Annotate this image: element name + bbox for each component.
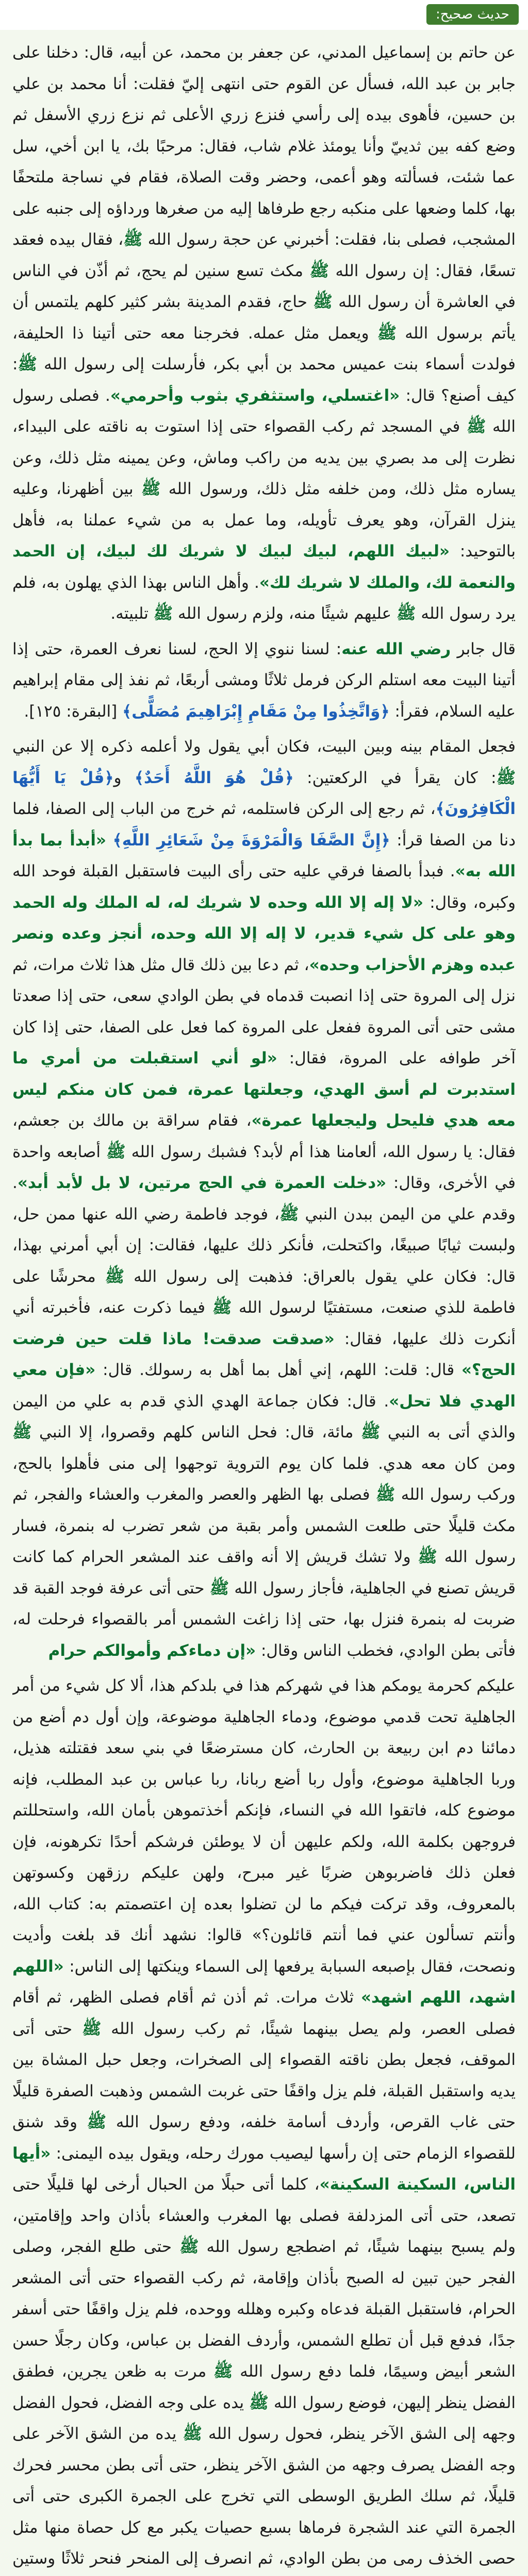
prophet-quote: «اللهم اشهد، اللهم اشهد» (12, 1957, 516, 2007)
text-segment: مكث تسع سنين لم يحج، ثم أذّن في الناس في العاشرة أن رسول الله (12, 261, 516, 311)
prophet-quote: «دخلت العمرة في الحج مرتين، لا بل لأبد أبد» (17, 1174, 387, 1192)
text-segment: . وأهل الناس بهذا الذي يهلون به، فلم يرد رسول الله (12, 573, 516, 623)
prophet-quote: «لو أني استقبلت من أمري ما استدبرت لم أسق الهدي، وجعلتها عمرة، فمن كان منكم ليس معه هدي فليحل وليجعلها عمرة» (12, 1049, 516, 1130)
honorific: ﷺ (313, 293, 333, 311)
honorific: ﷺ (209, 1579, 229, 1598)
text-segment: بين أظهرنا، وعليه ينزل القرآن، وهو يعرف تأويله، وما عمل به من شيء عملنا به، فأهل بالتوحيد: (12, 480, 516, 561)
text-segment: أصابعه واحدة في الأخرى، وقال: (12, 1142, 516, 1192)
honorific: ﷺ (81, 2019, 102, 2038)
honorific: ﷺ (87, 2113, 107, 2131)
text-segment: محرشًا على فاطمة للذي صنعت، مستفتيًا لرسول الله (12, 1267, 516, 1317)
prophet-quote: «إن دماءكم وأموالكم حرام (48, 1641, 256, 1660)
honorific: ﷺ (496, 768, 516, 787)
text-segment: مائة، قال: فحل الناس كلهم وقصروا، إلا النبي (31, 1423, 361, 1442)
text-segment: ويعمل مثل عمله. فخرجنا معه حتى أتينا ذا الحليفة، فولدت أسماء بنت عميس محمد بن أبي بكر، فأرسلت إلى رسول الله (12, 324, 516, 374)
text-segment: ولا تشك قريش إلا أنه واقف عند المشعر الحرام كما كانت قريش تصنع في الجاهلية، فأجاز رسول الله (12, 1548, 516, 1598)
text-segment: ثلاث مرات. ثم أذن ثم أقام فصلى الظهر، ثم أقام فصلى العصر، ولم يصل بينهما شيئًا، ثم ركب رسول الله (12, 1988, 516, 2038)
text-segment: مرت به ظعن يجرين، فطفق الفضل ينظر إليهن، فوضع رسول الله (12, 2362, 516, 2412)
text-segment: : كيف أصنع؟ قال: (12, 355, 516, 405)
text-segment: فيما ذكرت عنه، فأخبرته أني أنكرت ذلك عليها، فقال: (12, 1298, 516, 1348)
quran-verse: ﴿قُلْ هُوَ اللَّهُ أَحَدٌ﴾ (134, 768, 294, 787)
text-segment: ، كلما أتى حبلًا من الحبال أرخى لها قليلًا حتى تصعد، حتى أتى المزدلفة فصلى بها المغرب والعشاء بأذان واحد وإقامتين، ولم يسبح بينهما شيئًا، ثم اضطجع رسول الله (12, 2175, 516, 2256)
text-segment: : لسنا ننوي إلا الحج، لسنا نعرف العمرة، حتى إذا أتينا البيت معه استلم الركن فرمل ثلاثًا ومشى أربعًا، ثم نفذ إلى مقام إبراهيم عليه السلام، فقرأ: (12, 639, 516, 721)
prophet-quote: «فإن معي الهدي فلا تحل» (12, 1361, 516, 1411)
text-segment: حتى طلع الفجر، وصلى الفجر حين تبين له الصبح بأذان وإقامة، ثم ركب القصواء حتى أتى المشعر الحرام، فاستقبل القبلة فدعاه وكبره وهلله ووحده، فلم يزل واقفًا حتى أسفر جدًا، فدفع قبل أن تطلع الشمس، وأردف الفضل بن عباس، وكان رجلًا حسن الشعر أبيض وسيمًا، فلما دفع رسول الله (12, 2238, 516, 2381)
honorific: ﷺ (12, 1423, 32, 1442)
hadith-grade-badge: حديث صحيح: (426, 4, 519, 25)
honorific: رضي الله عنه (341, 639, 451, 658)
prophet-quote: «اغتسلي، واستثفري بثوب وأحرمي» (110, 386, 400, 405)
honorific: ﷺ (212, 1298, 232, 1317)
text-segment: حتى أتى الموقف، فجعل بطن ناقته القصواء إلى الصخرات، وجعل حبل المشاة بين يديه واستقبل القبلة، فلم يزل واقفًا حتى غربت الشمس وذهبت الصفرة قليلًا حتى غاب القرص، وأردف أسامة خلفه، ودفع رسول الله (12, 2019, 516, 2131)
text-segment: [البقرة: ١٢٥]. (24, 702, 123, 721)
hadith-paragraph (12, 731, 516, 1666)
honorific: ﷺ (249, 2393, 269, 2412)
honorific: ﷺ (179, 2238, 199, 2256)
text-segment: . قال: فكان جماعة الهدي الذي قدم به علي من اليمن والذي أتى به النبي (12, 1392, 516, 1442)
text-segment: يده على وجه الفضل، فحول الفضل وجهه إلى الشق الآخر ينظر، فحول رسول الله (12, 2393, 516, 2443)
text-segment: فصلى بها الظهر والعصر والمغرب والعشاء والفجر، ثم مكث قليلًا حتى طلعت الشمس وأمر بقبة من شعر تضرب له بنمرة، فسار رسول الله (12, 1485, 516, 1566)
text-segment: ، فقال بيده فعقد تسعًا، فقال: إن رسول الله (12, 230, 516, 280)
hadith-paragraph (12, 37, 516, 630)
honorific: ﷺ (377, 324, 397, 343)
honorific: ﷺ (397, 604, 416, 623)
quran-verse: ﴿قُلْ يَا أَيُّهَا الْكَافِرُونَ﴾ (12, 768, 516, 818)
text-segment: : كان يقرأ في الركعتين: (293, 768, 497, 787)
honorific: ﷺ (466, 417, 486, 436)
text-segment: قال جابر (451, 639, 516, 658)
text-segment: ، ثم دعا بين ذلك قال مثل هذا ثلاث مرات، ثم نزل إلى المروة حتى إذا انصبت قدماه في بطن الوادي سعى، حتى إذا صعدتا مشى حتى أتى المروة ففعل على المروة كما فعل على الصفا، حتى إذا كان آخر طوافه على المروة، فقال: (12, 955, 516, 1067)
text-segment: وقد شنق للقصواء الزمام حتى إن رأسها ليصيب مورك رحله، ويقول بيده اليمنى: (12, 2113, 516, 2163)
honorific: ﷺ (375, 1485, 395, 1504)
prophet-quote: «صدقت صدقت! ماذا قلت حين فرضت الحج؟» (12, 1329, 516, 1379)
hadith-paragraph (12, 1670, 516, 2576)
hadith-paragraph (12, 634, 516, 727)
text-segment: عليهم شيئًا منه، ولزم رسول الله (173, 604, 397, 623)
honorific: ﷺ (105, 1267, 125, 1286)
text-segment: تلبيته. (110, 604, 154, 623)
text-segment: و (113, 768, 135, 787)
text-segment: ، ثم رجع إلى الركن فاستلمه، ثم خرج من الباب إلى الصفا، فلما دنا من الصفا قرأ: (12, 800, 516, 850)
prophet-quote: «لبيك اللهم، لبيك لبيك لا شريك لك لبيك، إن الحمد والنعمة لك، والملك لا شريك لك» (12, 542, 516, 592)
quran-verse: ﴿إِنَّ الصَّفَا وَالْمَرْوَةَ مِنْ شَعَائِرِ اللَّهِ﴾ (112, 831, 390, 850)
text-segment: . فبدأ بالصفا فرقي عليه حتى رأى البيت فاستقبل القبلة فوحد الله وكبره، وقال: (12, 862, 516, 912)
prophet-quote: «أبدأ بما بدأ الله به» (12, 831, 516, 880)
honorific: ﷺ (18, 355, 37, 374)
honorific: ﷺ (123, 230, 143, 249)
text-segment: حتى أتى عرفة فوجد القبة قد ضربت له بنمرة فنزل بها، حتى إذا زاغت الشمس أمر بالقصواء فرحلت له، فأتى بطن الوادي، فخطب الناس وقال: (12, 1579, 516, 1660)
text-segment: ومن كان معه هدي. فلما كان يوم التروية توجهوا إلى منى فأهلوا بالحج، وركب رسول الله (12, 1454, 516, 1504)
honorific: ﷺ (309, 261, 329, 280)
text-segment: ، فقام سراقة بن مالك بن جعشم، فقال: يا رسول الله، ألعامنا هذا أم لأبد؟ فشبك رسول الله (12, 1111, 516, 1161)
text-segment: عليكم كحرمة يومكم هذا في شهركم هذا في بلدكم هذا، ألا كل شيء من أمر الجاهلية تحت قدمي موضوع، ودماء الجاهلية موضوعة، وإن أول دم أضع من دمائنا دم ابن ربيعة بن الحارث، كان مسترضعًا في بني سعد فقتلته هذيل، وربا الجاهلية موضوع، وأول ربا أضع ربانا، ربا عباس بن عبد المطلب، فإنه موضوع كله، فاتقوا الله في النساء، فإنكم أخذتموهن بأمان الله، واستحللتم فروجهن بكلمة الله، ولكم عليهن أن لا يوطئن فرشكم أحدًا تكرهونه، فإن فعلن ذلك فاضربوهن ضربًا غير مبرح، ولهن عليكم رزقهن وكسوتهن بالمعروف، وقد تركت فيكم ما لن تضلوا بعده إن اعتصمتم به: كتاب الله، وأنتم تسألون عني فما أنتم قائلون؟» قالوا: نشهد أنك قد بلغت وأديت ونصحت، فقال بإصبعه السبابة يرفعها إلى السماء وينكتها إلى الناس: (12, 1676, 516, 1976)
prophet-quote: «أيها الناس، السكينة السكينة» (12, 2144, 516, 2194)
text-segment: . فصلى رسول الله (12, 386, 516, 436)
text-segment: ، فوجد فاطمة رضي الله عنها ممن حل، ولبست ثيابًا صبيغًا، واكتحلت، فأنكر ذلك عليها، فقالت: إن أبي أمرني بهذا، قال: فكان علي يقول بالعراق: فذهبت إلى رسول الله (12, 1205, 516, 1286)
text-segment (106, 831, 113, 850)
header-bar (0, 0, 528, 30)
text-segment: فجعل المقام بينه وبين البيت، فكان أبي يقول ولا أعلمه ذكره إلا عن النبي (12, 737, 516, 756)
prophet-quote: «لا إله إلا الله وحده لا شريك له، له الملك وله الحمد وهو على كل شيء قدير، لا إله إلا الله وحده، أنجز وعده ونصر عبده وهزم الأحزاب وحده» (12, 893, 516, 974)
honorific: ﷺ (418, 1548, 437, 1566)
text-segment: عن حاتم بن إسماعيل المدني، عن جعفر بن محمد، عن أبيه، قال: دخلنا على جابر بن عبد الله، فسأل عن القوم حتى انتهى إليّ فقلت: أنا محمد بن علي بن حسين، فأهوى بيده إلى رأسي فنزع زري الأعلى ثم نزع زري الأسفل ثم وضع كفه بين ثدييّ وأنا يومئذ غلام شاب، فقال: مرحبًا بك، يا ابن أخي، سل عما شئت، فسألته وهو أعمى، وحضر وقت الصلاة، فقام في نساجة ملتحفًا بها، كلما وضعها على منكبه رجع طرفاها إليه من صغرها ورداؤه إلى جنبه على المشجب، فصلى بنا، فقلت: أخبرني عن حجة رسول الله (12, 43, 516, 249)
honorific: ﷺ (183, 2425, 202, 2443)
honorific: ﷺ (279, 1205, 299, 1224)
text-segment: قال: قلت: اللهم، إني أهل بما أهل به رسولك. قال: (95, 1361, 462, 1379)
honorific: ﷺ (360, 1423, 381, 1442)
text-segment: . وقدم علي من اليمن ببدن النبي (12, 1174, 516, 1224)
quran-verse: ﴿وَاتَّخِذُوا مِنْ مَقَامِ إِبْرَاهِيمَ مُصَلًّى﴾ (122, 702, 390, 721)
hadith-text (12, 37, 516, 2576)
honorific: ﷺ (141, 480, 161, 498)
text-segment: يده من الشق الآخر على وجه الفضل يصرف وجهه من الشق الآخر ينظر، حتى أتى بطن محسر فحرك قليلًا، ثم سلك الطريق الوسطى التي تخرج على الجمرة الكبرى حتى أتى الجمرة التي عند الشجرة فرماها بسبع حصيات يكبر مع كل حصاة منها مثل حصى الخذف رمى من بطن الوادي، ثم انصرف إلى المنحر فنحر ثلاثًا وستين (12, 2425, 516, 2568)
honorific: ﷺ (106, 1142, 126, 1161)
honorific: ﷺ (213, 2362, 233, 2381)
honorific: ﷺ (153, 604, 173, 623)
text-segment: في المسجد ثم ركب القصواء حتى إذا استوت به ناقته على البيداء، نظرت إلى مد بصري بين يديه من راكب وماش، وعن يمينه مثل ذلك، وعن يساره مثل ذلك، ومن خلفه مثل ذلك، ورسول الله (12, 417, 516, 498)
text-segment: حاج، فقدم المدينة بشر كثير كلهم يلتمس أن يأتم برسول الله (12, 293, 516, 343)
